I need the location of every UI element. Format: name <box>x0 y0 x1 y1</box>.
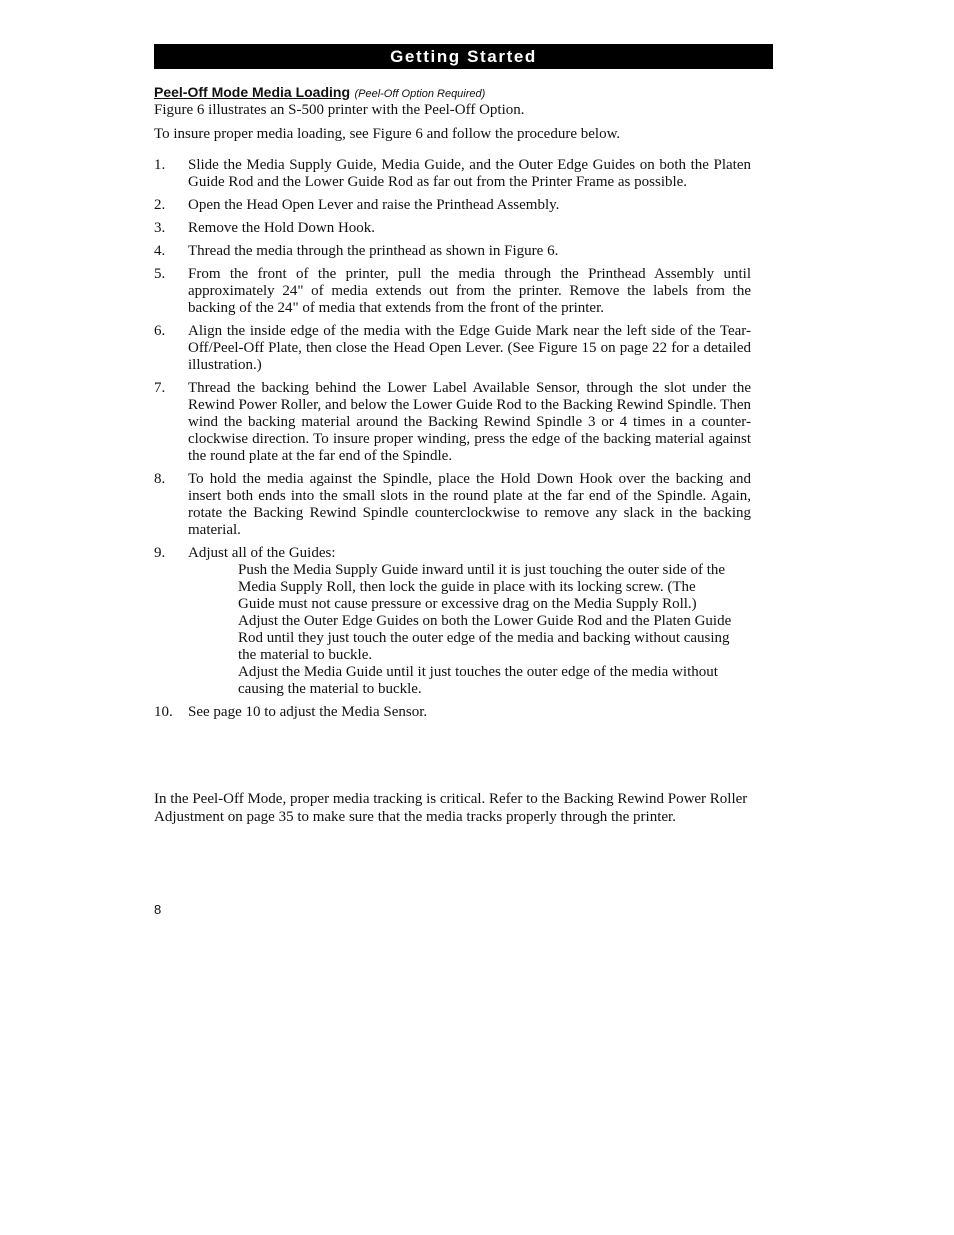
list-item <box>154 157 751 191</box>
step-text: Thread the media through the printhead as shown in Figure 6. <box>188 243 559 259</box>
step-body <box>188 545 751 698</box>
list-item <box>154 704 751 721</box>
section-heading <box>154 84 485 102</box>
step-number: 2. <box>154 197 166 213</box>
sub-step: Push the Media Supply Guide inward until it is just touching the outer side of the Media Supply Roll, then lock the guide in place with its locking screw. (The Guide must not cause pressure or excessive drag on the Media Supply Roll.) <box>238 562 726 612</box>
section-title: Peel-Off Mode Media Loading <box>154 84 351 100</box>
sub-step: Adjust the Media Guide until it just touches the outer edge of the media without causing the material to buckle. <box>238 664 718 697</box>
step-number: 3. <box>154 220 166 236</box>
intro-paragraph-2: To insure proper media loading, see Figure 6 and follow the procedure below. <box>154 126 621 142</box>
list-item <box>154 471 751 539</box>
list-item <box>154 266 751 317</box>
section-subtitle: (Peel-Off Option Required) <box>354 88 486 100</box>
step-number: 8. <box>154 471 166 487</box>
step-text: Adjust all of the Guides: <box>188 545 336 561</box>
step-text: Thread the backing behind the Lower Label Available Sensor, through the slot under the Rewind Power Roller, and below the Lower Guide Rod to the Backing Rewind Spindle. Then wind the backing material around the Backing Rewind Spindle 3 or 4 times in a counter-clockwise direction. To insure proper winding, press the edge of the backing material against the round plate at the far end of the Spindle. <box>188 380 751 464</box>
step-number: 1. <box>154 157 166 173</box>
step-number: 10. <box>154 704 173 720</box>
list-item <box>154 243 751 260</box>
page-number: 8 <box>154 902 162 917</box>
list-item <box>154 545 751 698</box>
step-number: 9. <box>154 545 166 561</box>
step-number: 4. <box>154 243 166 259</box>
closing-paragraph: In the Peel-Off Mode, proper media tracking is critical. Refer to the Backing Rewind Power Roller Adjustment on page 35 to make sure that the media tracks properly through the printer. <box>154 791 748 825</box>
chapter-header: Getting Started <box>154 44 773 69</box>
step-number: 5. <box>154 266 166 282</box>
list-item <box>154 323 751 374</box>
sub-step: Adjust the Outer Edge Guides on both the Lower Guide Rod and the Platen Guide Rod until they just touch the outer edge of the media and backing without causing the material to buckle. <box>238 613 732 663</box>
list-item <box>154 220 751 237</box>
intro-paragraph-1: Figure 6 illustrates an S-500 printer with the Peel-Off Option. <box>154 102 525 118</box>
step-text: From the front of the printer, pull the media through the Printhead Assembly until approximately 24" of media extends out from the printer. Remove the labels from the backing of the 24" of media that extends from the front of the printer. <box>188 266 751 316</box>
list-item <box>154 197 751 214</box>
step-text: Remove the Hold Down Hook. <box>188 220 376 236</box>
list-item <box>154 380 751 465</box>
step-text: Align the inside edge of the media with the Edge Guide Mark near the left side of the Tear-Off/Peel-Off Plate, then close the Head Open Lever. (See Figure 15 on page 22 for a detailed illustration.) <box>188 323 751 373</box>
step-text: See page 10 to adjust the Media Sensor. <box>188 704 428 720</box>
procedure-list <box>154 157 751 727</box>
step-text: Open the Head Open Lever and raise the Printhead Assembly. <box>188 197 560 213</box>
step-text: To hold the media against the Spindle, place the Hold Down Hook over the backing and insert both ends into the small slots in the round plate at the far end of the Spindle. Again, rotate the Backing Rewind Spindle counterclockwise to remove any slack in the backing material. <box>188 471 751 538</box>
step-text: Slide the Media Supply Guide, Media Guide, and the Outer Edge Guides on both the Platen Guide Rod and the Lower Guide Rod as far out from the Printer Frame as possible. <box>188 157 751 190</box>
step-number: 7. <box>154 380 166 396</box>
step-number: 6. <box>154 323 166 339</box>
